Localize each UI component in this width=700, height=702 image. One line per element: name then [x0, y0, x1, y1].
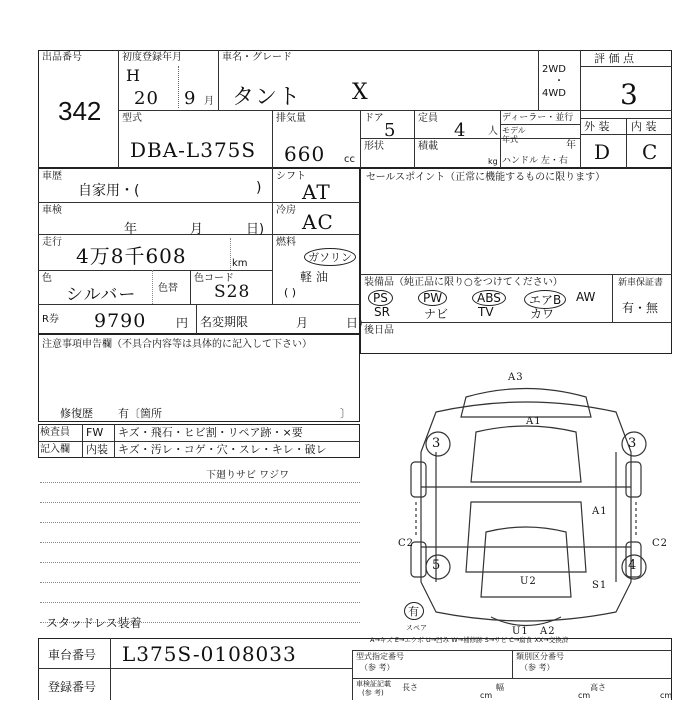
color-label: 色 — [42, 273, 52, 284]
width-label: 幅 — [496, 683, 504, 692]
yen-unit: 円 — [176, 316, 189, 330]
rear-seat-label: 後日品 — [364, 325, 394, 336]
mark-3-left: 3 — [432, 436, 442, 451]
title-change-day: 日) — [346, 316, 363, 330]
equipment-item: AW — [576, 290, 596, 304]
history-label: 車歴 — [42, 171, 62, 182]
row2-type: 内装 — [86, 443, 108, 456]
mark-5: 5 — [432, 558, 442, 573]
seats-label: 定員 — [418, 113, 438, 124]
color-code-label: 色コード — [194, 273, 234, 284]
row2-items: キズ・汚レ・コゲ・穴・スレ・キレ・破レ — [118, 443, 327, 456]
mark-u1: U1 — [512, 626, 529, 637]
inspection-day-unit: 日) — [246, 222, 265, 237]
category-ref: （参 考） — [520, 663, 555, 672]
spare-label: スペア — [406, 624, 427, 632]
type-designation-label: 型式指定番号 — [356, 652, 404, 661]
length-unit: cm — [480, 691, 493, 700]
color-change-label: 色替 — [158, 283, 178, 294]
history-value: 自家用・( — [78, 183, 140, 199]
shape-label: 形状 — [364, 141, 384, 152]
recycle-amount: 9790 — [94, 310, 147, 332]
height-label: 高さ — [590, 683, 606, 692]
fuel-paren: ( ) — [284, 286, 297, 299]
caution-label: 注意事項申告欄（不具合内容等は具体的に記入して下さい） — [42, 339, 312, 350]
month-suffix: 月 — [204, 96, 214, 107]
equipment-item: ナビ — [424, 307, 449, 321]
category-label: 類別区分番号 — [516, 652, 564, 661]
recycle-label: R券 — [42, 314, 59, 325]
repair-label: 修復歴 — [60, 407, 93, 420]
lot-label: 出品番号 — [42, 52, 82, 63]
equipment-item: ABS — [472, 290, 506, 306]
load-label: 積載 — [418, 141, 438, 152]
damage-legend: A→キズ E→エクボ U→凹み W→補修跡 S→サビ C→腐食 XX→交換済 — [370, 636, 569, 644]
handle-label: ハンドル 左・右 — [502, 156, 568, 166]
dealer-label: ディーラー・並行 — [502, 113, 574, 123]
mark-u2: U2 — [520, 576, 537, 587]
mark-a2: A2 — [540, 626, 556, 637]
fuel-value: ガソリン — [304, 248, 356, 266]
sales-frame — [360, 168, 672, 354]
type-ref: （参 考） — [360, 663, 395, 672]
fuel-light: 軽 油 — [300, 270, 328, 284]
row1-type: FW — [86, 426, 104, 439]
fuel-label: 燃料 — [276, 237, 296, 248]
inspection-dims-ref: (参 考) — [362, 689, 384, 697]
model-label: 型式 — [122, 113, 142, 124]
color-value: シルバー — [66, 285, 137, 305]
mark-a1-top: A1 — [526, 416, 542, 427]
ac-label: 冷房 — [276, 205, 296, 216]
equipment-item: エアB — [524, 290, 566, 309]
repair-value: 有〔箇所 — [118, 407, 162, 420]
equipment-item: PW — [418, 290, 447, 306]
mileage-value: 4万8千608 — [76, 244, 187, 268]
shift-value: AT — [302, 180, 331, 204]
title-change-label: 名変期限 — [200, 315, 249, 329]
doors-label: ドア — [364, 113, 384, 124]
inspection-month-unit: 月 — [190, 222, 204, 237]
displacement-label: 排気量 — [276, 113, 306, 124]
name-label: 車名・グレード — [222, 52, 292, 63]
height-unit: cm — [660, 691, 673, 700]
mark-c2-right: C2 — [652, 538, 669, 549]
equipment-item: TV — [478, 305, 494, 319]
displacement: 660 — [284, 142, 326, 166]
score-label: 評 価 点 — [594, 52, 634, 65]
title-change-month: 月 — [296, 316, 309, 330]
drive-2wd: 2WD — [542, 64, 566, 75]
mark-a3: A3 — [508, 372, 524, 383]
model-year-label-1: モデル — [502, 126, 526, 135]
model-year-label-2: 年式 — [502, 135, 518, 144]
interior-label: 内 装 — [631, 120, 657, 133]
handwritten-note-2: スタッドレス装着 — [46, 616, 142, 630]
chassis-label: 車台番号 — [48, 648, 97, 662]
ac-value: AC — [302, 210, 334, 234]
entry-label: 記入欄 — [40, 444, 70, 455]
mark-c2-left: C2 — [398, 538, 415, 549]
grade: X — [352, 80, 369, 105]
inspection-label: 車検 — [42, 205, 62, 216]
equipment-item: カワ — [530, 307, 555, 321]
chassis-number: L375S-0108033 — [122, 642, 297, 666]
warranty-value: 有・無 — [622, 301, 659, 315]
shift-label: シフト — [276, 171, 306, 182]
repair-close: 〕 — [340, 407, 351, 420]
equipment-item: SR — [374, 305, 390, 319]
exterior-grade: D — [594, 140, 612, 164]
lot-number: 342 — [58, 96, 102, 126]
car-name: タント — [232, 85, 302, 110]
mark-a1-right: A1 — [592, 506, 608, 517]
interior-grade: C — [642, 140, 659, 164]
inspection-year-unit: 年 — [124, 222, 138, 237]
km-unit: km — [232, 258, 248, 269]
registration-label: 登録番号 — [48, 680, 97, 694]
warranty-label: 新車保証書 — [618, 278, 664, 288]
mark-s1: S1 — [592, 580, 608, 591]
model-code: DBA-L375S — [130, 138, 257, 162]
mileage-label: 走行 — [42, 237, 62, 248]
inspection-dims-label: 車検証記載 — [356, 680, 391, 688]
kg-unit: kg — [488, 157, 498, 166]
year-unit: 年 — [566, 140, 576, 151]
inspector-label: 検査員 — [40, 427, 70, 438]
sales-points-label: セールスポイント（正常に機能するものに限ります） — [366, 172, 606, 183]
exterior-label: 外 装 — [584, 120, 610, 133]
equipment-label: 装備品（純正品に限り○をつけてください） — [364, 277, 563, 288]
mark-spare-yes: 有 — [404, 602, 424, 620]
history-close: ) — [256, 180, 262, 196]
first-reg-label: 初度登録年月 — [122, 52, 182, 63]
era: H — [126, 66, 141, 85]
color-code: S28 — [214, 282, 251, 302]
seats-unit: 人 — [488, 126, 498, 137]
drive-dot: ・ — [554, 76, 564, 87]
mark-4: 4 — [628, 558, 638, 573]
length-label: 長さ — [402, 683, 418, 692]
seats: 4 — [454, 120, 467, 141]
handwritten-note-1: 下廻りサビ ワジワ — [206, 470, 290, 481]
equipment-item: PS — [368, 290, 393, 306]
cc-unit: cc — [344, 154, 355, 165]
reg-year: 20 — [134, 88, 159, 109]
width-unit: cm — [578, 691, 591, 700]
row1-items: キズ・飛石・ヒビ割・リペア跡・×要 — [118, 426, 303, 439]
drive-4wd: 4WD — [542, 88, 566, 99]
mark-3-right: 3 — [628, 436, 638, 451]
reg-month: 9 — [184, 88, 197, 109]
score: 3 — [620, 78, 639, 111]
doors: 5 — [384, 120, 397, 141]
